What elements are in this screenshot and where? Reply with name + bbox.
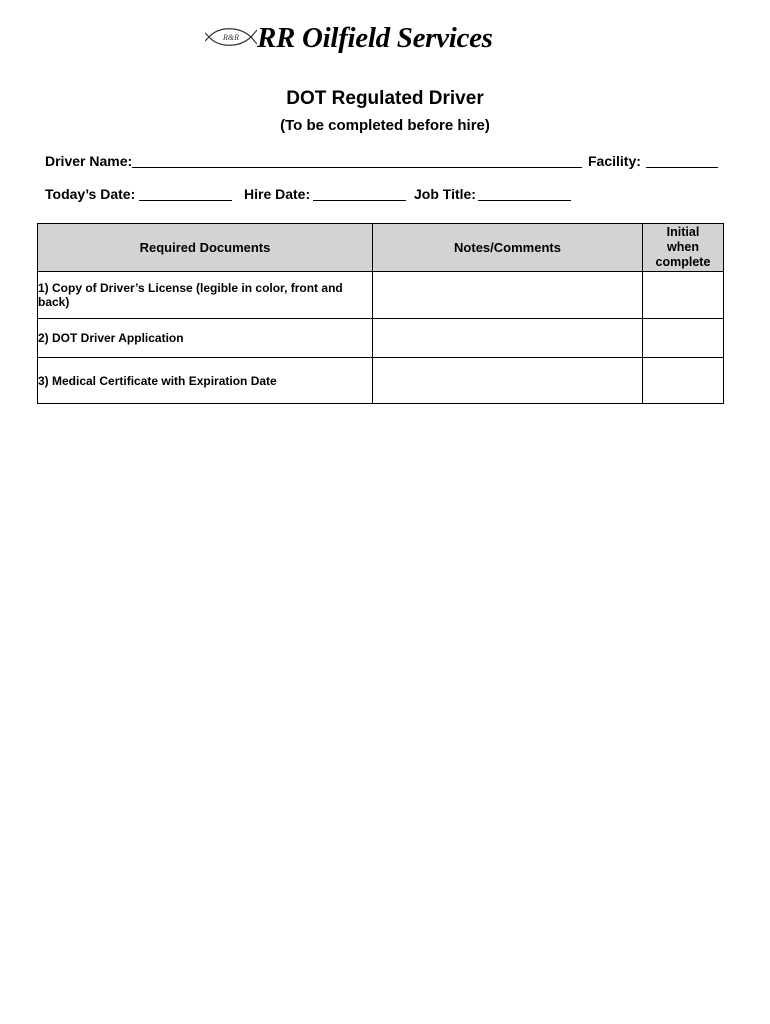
todays-date-label: Today’s Date: <box>45 186 136 202</box>
hire-date-label: Hire Date: <box>244 186 311 202</box>
fish-logo-icon <box>205 24 257 50</box>
logo-text: R&R <box>223 33 239 42</box>
notes-comments-header: Notes/Comments <box>373 224 643 272</box>
initial-cell[interactable] <box>643 358 724 404</box>
initial-header-line3: complete <box>655 255 711 269</box>
initial-cell[interactable] <box>643 319 724 358</box>
company-name: RR Oilfield Services <box>257 22 493 54</box>
initial-header-line1: Initial <box>666 225 700 239</box>
table-header-row <box>38 224 724 272</box>
driver-name-label: Driver Name: <box>45 153 133 169</box>
document-label: 1) Copy of Driver’s License (legible in color, front and back) <box>38 272 373 319</box>
job-title-label: Job Title: <box>414 186 476 202</box>
job-title-field[interactable] <box>478 200 571 201</box>
facility-field[interactable] <box>646 167 718 168</box>
hire-date-field[interactable] <box>313 200 406 201</box>
notes-cell[interactable] <box>373 272 643 319</box>
table-row <box>38 319 724 358</box>
required-documents-header: Required Documents <box>38 224 373 272</box>
company-logo <box>205 22 525 62</box>
table-row <box>38 358 724 404</box>
notes-cell[interactable] <box>373 319 643 358</box>
todays-date-field[interactable] <box>139 200 232 201</box>
initial-header <box>643 224 724 272</box>
required-documents-table <box>37 223 724 404</box>
notes-cell[interactable] <box>373 358 643 404</box>
initial-header-line2: when <box>667 240 699 254</box>
initial-cell[interactable] <box>643 272 724 319</box>
table-row <box>38 272 724 319</box>
form-title: DOT Regulated Driver <box>286 88 484 109</box>
driver-name-field[interactable] <box>132 167 582 168</box>
document-label: 2) DOT Driver Application <box>38 319 373 358</box>
facility-label: Facility: <box>588 153 641 169</box>
document-label: 3) Medical Certificate with Expiration Date <box>38 358 373 404</box>
form-subtitle: (To be completed before hire) <box>280 117 490 134</box>
